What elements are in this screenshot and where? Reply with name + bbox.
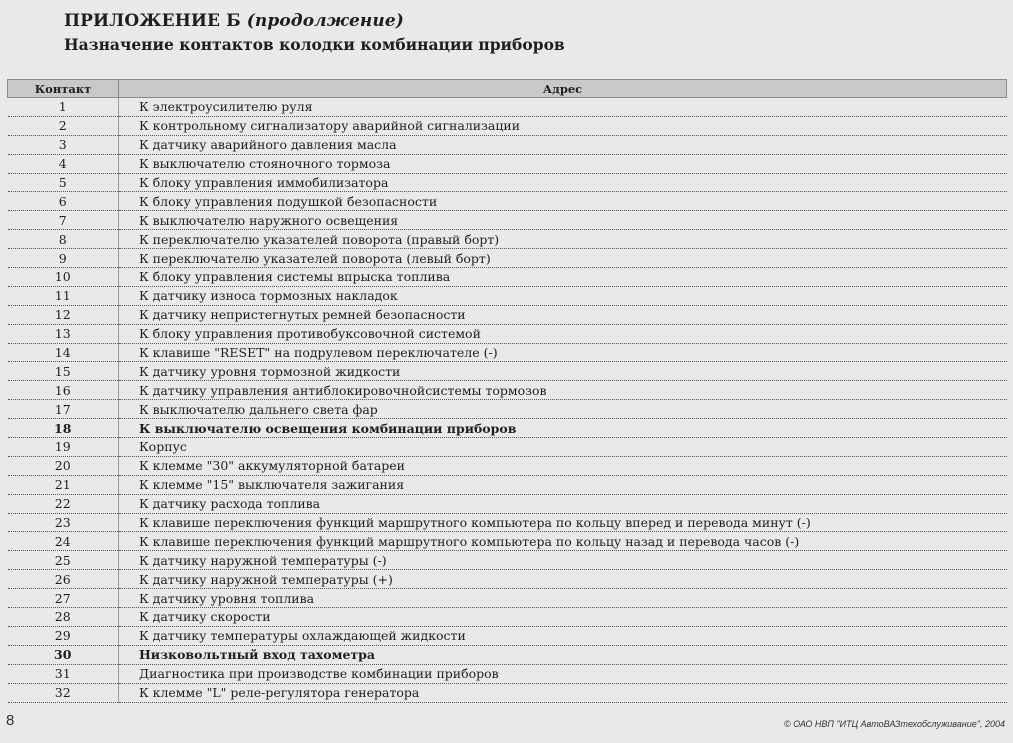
- table-row: [8, 551, 1007, 570]
- contact-address: К клемме "L" реле-регулятора генератора: [119, 683, 1007, 702]
- table-row: [8, 211, 1007, 230]
- contact-number: 16: [8, 381, 119, 400]
- table-row: [8, 249, 1007, 268]
- contact-address: К блоку управления иммобилизатора: [119, 173, 1007, 192]
- contact-address: К датчику наружной температуры (+): [119, 570, 1007, 589]
- table-row: [8, 664, 1007, 683]
- appendix-title-note: (продолжение): [246, 11, 404, 31]
- contact-address: К клемме "30" аккумуляторной батареи: [119, 456, 1007, 475]
- table-body: [8, 98, 1007, 703]
- contact-number: 25: [8, 551, 119, 570]
- contact-number: 10: [8, 268, 119, 287]
- contact-address: К переключателю указателей поворота (правый борт): [119, 230, 1007, 249]
- table-row: [8, 570, 1007, 589]
- contact-number: 27: [8, 589, 119, 608]
- table-row: [8, 230, 1007, 249]
- contact-number: 12: [8, 305, 119, 324]
- table-row: [8, 324, 1007, 343]
- table-row: [8, 268, 1007, 287]
- contact-address: К датчику непристегнутых ремней безопасности: [119, 305, 1007, 324]
- contact-number: 23: [8, 513, 119, 532]
- table-subtitle: Назначение контактов колодки комбинации приборов: [64, 35, 565, 54]
- contact-address: К датчику расхода топлива: [119, 494, 1007, 513]
- contact-address: К датчику износа тормозных накладок: [119, 286, 1007, 305]
- table-row: [8, 608, 1007, 627]
- contact-address: К датчику управления антиблокировочнойсистемы тормозов: [119, 381, 1007, 400]
- contact-number: 31: [8, 664, 119, 683]
- contact-address: К выключателю освещения комбинации приборов: [119, 419, 1007, 438]
- contact-address: К электроусилителю руля: [119, 98, 1007, 117]
- contact-number: 20: [8, 456, 119, 475]
- contact-number: 32: [8, 683, 119, 702]
- table-row: [8, 305, 1007, 324]
- contact-number: 4: [8, 154, 119, 173]
- appendix-title: [64, 11, 565, 31]
- contact-number: 22: [8, 494, 119, 513]
- table-row: [8, 438, 1007, 457]
- contact-number: 26: [8, 570, 119, 589]
- contact-number: 3: [8, 135, 119, 154]
- table-row: [8, 456, 1007, 475]
- contact-address: К блоку управления противобуксовочной системой: [119, 324, 1007, 343]
- contact-address: К блоку управления системы впрыска топлива: [119, 268, 1007, 287]
- contact-number: 5: [8, 173, 119, 192]
- contact-number: 6: [8, 192, 119, 211]
- contact-number: 24: [8, 532, 119, 551]
- column-header-address: Адрес: [119, 80, 1007, 98]
- table-row: [8, 381, 1007, 400]
- contact-address: Корпус: [119, 438, 1007, 457]
- table-row: [8, 98, 1007, 117]
- contact-address: К блоку управления подушкой безопасности: [119, 192, 1007, 211]
- table-row: [8, 513, 1007, 532]
- contact-address: К клавише "RESET" на подрулевом переключателе (-): [119, 343, 1007, 362]
- table-row: [8, 192, 1007, 211]
- copyright-notice: © ОАО НВП "ИТЦ АвтоВАЗтехобслуживание", 2004: [783, 719, 1005, 729]
- contact-address: К переключателю указателей поворота (левый борт): [119, 249, 1007, 268]
- contact-number: 21: [8, 475, 119, 494]
- contact-address: К датчику уровня топлива: [119, 589, 1007, 608]
- column-header-contact: Контакт: [8, 80, 119, 98]
- contact-address: К датчику наружной температуры (-): [119, 551, 1007, 570]
- table-row: [8, 286, 1007, 305]
- contact-address: К датчику уровня тормозной жидкости: [119, 362, 1007, 381]
- contact-address: Диагностика при производстве комбинации приборов: [119, 664, 1007, 683]
- contact-number: 29: [8, 626, 119, 645]
- contact-number: 8: [8, 230, 119, 249]
- contact-address: К датчику скорости: [119, 608, 1007, 627]
- contact-address: К датчику аварийного давления масла: [119, 135, 1007, 154]
- document-header: [64, 11, 565, 56]
- contact-address: К датчику температуры охлаждающей жидкости: [119, 626, 1007, 645]
- contact-number: 7: [8, 211, 119, 230]
- table-row: [8, 475, 1007, 494]
- contact-address: К выключателю наружного освещения: [119, 211, 1007, 230]
- page-number: 8: [6, 712, 15, 729]
- table-row: [8, 135, 1007, 154]
- contact-address: К выключателю дальнего света фар: [119, 400, 1007, 419]
- table-row: [8, 343, 1007, 362]
- table-row: [8, 589, 1007, 608]
- contact-number: 18: [8, 419, 119, 438]
- contact-number: 1: [8, 98, 119, 117]
- table-row: [8, 419, 1007, 438]
- contact-number: 15: [8, 362, 119, 381]
- table-row: [8, 532, 1007, 551]
- contacts-table: [7, 79, 1007, 703]
- contact-address: К контрольному сигнализатору аварийной сигнализации: [119, 116, 1007, 135]
- contact-address: К клавише переключения функций маршрутного компьютера по кольцу назад и перевода часов (-): [119, 532, 1007, 551]
- contact-number: 28: [8, 608, 119, 627]
- contact-number: 13: [8, 324, 119, 343]
- contact-address: К клемме "15" выключателя зажигания: [119, 475, 1007, 494]
- table-row: [8, 154, 1007, 173]
- table-row: [8, 116, 1007, 135]
- table-header-row: [8, 80, 1007, 98]
- table-row: [8, 362, 1007, 381]
- contact-number: 11: [8, 286, 119, 305]
- contact-address: К клавише переключения функций маршрутного компьютера по кольцу вперед и перевода минут (-): [119, 513, 1007, 532]
- table-row: [8, 683, 1007, 702]
- contact-address: К выключателю стояночного тормоза: [119, 154, 1007, 173]
- contact-number: 17: [8, 400, 119, 419]
- table-row: [8, 645, 1007, 664]
- table-row: [8, 400, 1007, 419]
- contact-number: 9: [8, 249, 119, 268]
- contact-number: 30: [8, 645, 119, 664]
- appendix-title-main: ПРИЛОЖЕНИЕ Б: [64, 11, 241, 31]
- contact-number: 14: [8, 343, 119, 362]
- table-row: [8, 494, 1007, 513]
- contact-number: 19: [8, 438, 119, 457]
- contact-number: 2: [8, 116, 119, 135]
- table-row: [8, 173, 1007, 192]
- table-row: [8, 626, 1007, 645]
- contact-address: Низковольтный вход тахометра: [119, 645, 1007, 664]
